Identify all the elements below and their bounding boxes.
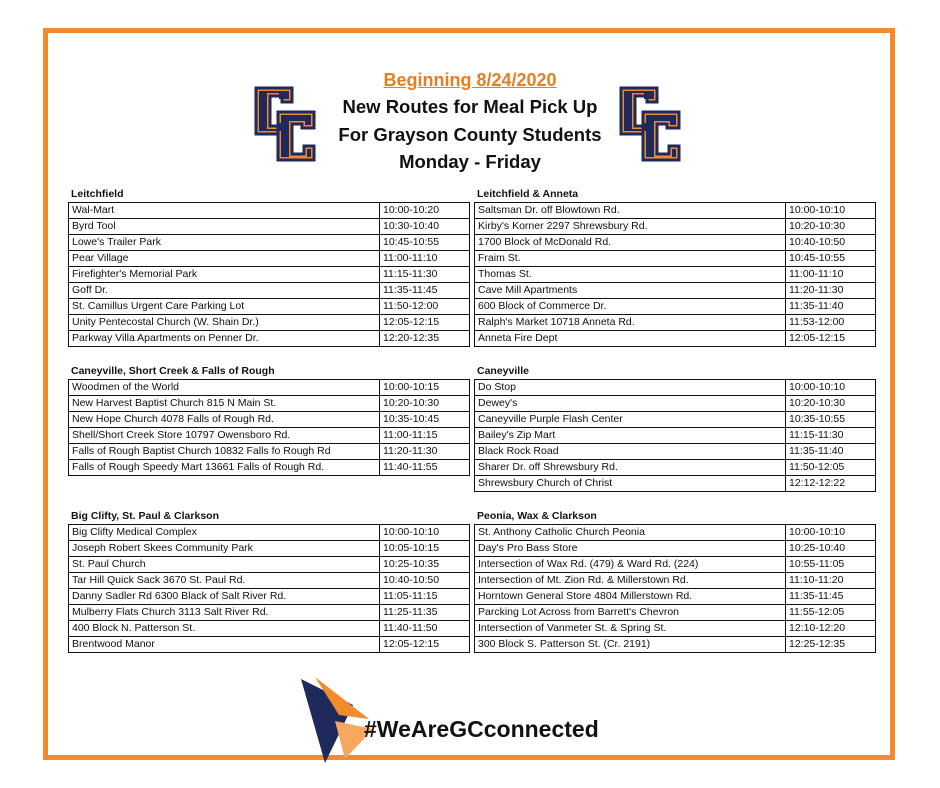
pickup-time: 11:50-12:00 xyxy=(380,299,470,315)
pickup-time: 10:05-10:15 xyxy=(380,541,470,557)
section-title-caneyville-short-creek: Caneyville, Short Creek & Falls of Rough xyxy=(71,365,275,377)
pickup-location: Dewey's xyxy=(475,396,786,412)
pickup-location: Byrd Tool xyxy=(69,219,380,235)
pickup-time: 12:25-12:35 xyxy=(786,637,876,653)
pickup-time: 11:50-12:05 xyxy=(786,460,876,476)
pickup-location: Wal-Mart xyxy=(69,203,380,219)
gc-logo-icon-left xyxy=(252,84,318,162)
pickup-time: 10:30-10:40 xyxy=(380,219,470,235)
table-row xyxy=(69,299,470,315)
pickup-location: Goff Dr. xyxy=(69,283,380,299)
table-row xyxy=(475,621,876,637)
pickup-time: 11:20-11:30 xyxy=(786,283,876,299)
pickup-time: 11:40-11:55 xyxy=(380,460,470,476)
pickup-location: Black Rock Road xyxy=(475,444,786,460)
pickup-location: 400 Block N. Patterson St. xyxy=(69,621,380,637)
headline: New Routes for Meal Pick Up xyxy=(342,96,598,117)
table-row xyxy=(475,476,876,492)
table-row xyxy=(475,412,876,428)
pickup-location: Anneta Fire Dept xyxy=(475,331,786,347)
table-row xyxy=(475,219,876,235)
pickup-time: 10:35-10:55 xyxy=(786,412,876,428)
pickup-location: Shell/Short Creek Store 10797 Owensboro Rd. xyxy=(69,428,380,444)
table-row xyxy=(475,299,876,315)
table-row xyxy=(69,203,470,219)
schedule-table xyxy=(474,202,876,347)
pickup-time: 10:20-10:30 xyxy=(380,396,470,412)
pickup-location: Falls of Rough Baptist Church 10832 Falls fo Rough Rd xyxy=(69,444,380,460)
start-date-title: Beginning 8/24/2020 xyxy=(383,70,557,90)
pickup-location: Bailey's Zip Mart xyxy=(475,428,786,444)
table-row xyxy=(69,267,470,283)
pickup-time: 11:00-11:10 xyxy=(380,251,470,267)
section-title-big-clifty: Big Clifty, St. Paul & Clarkson xyxy=(71,510,219,522)
table-row xyxy=(475,396,876,412)
table-row xyxy=(69,219,470,235)
pickup-location: Parcking Lot Across from Barrett's Chevron xyxy=(475,605,786,621)
table-row xyxy=(475,251,876,267)
table-row xyxy=(69,444,470,460)
table-row xyxy=(69,557,470,573)
pickup-time: 11:53-12:00 xyxy=(786,315,876,331)
table-row xyxy=(475,315,876,331)
pickup-location: St. Anthony Catholic Church Peonia xyxy=(475,525,786,541)
table-row xyxy=(69,637,470,653)
pickup-location: Joseph Robert Skees Community Park xyxy=(69,541,380,557)
pickup-time: 10:00-10:20 xyxy=(380,203,470,219)
pickup-location: Mulberry Flats Church 3113 Salt River Rd. xyxy=(69,605,380,621)
table-row xyxy=(475,235,876,251)
table-row xyxy=(475,203,876,219)
pickup-time: 11:35-11:40 xyxy=(786,444,876,460)
table-row xyxy=(69,251,470,267)
pickup-location: Tar Hill Quick Sack 3670 St. Paul Rd. xyxy=(69,573,380,589)
pickup-location: Intersection of Vanmeter St. & Spring St. xyxy=(475,621,786,637)
pickup-location: Sharer Dr. off Shrewsbury Rd. xyxy=(475,460,786,476)
pickup-time: 10:20-10:30 xyxy=(786,219,876,235)
pickup-time: 11:00-11:10 xyxy=(786,267,876,283)
section-title-caneyville: Caneyville xyxy=(477,365,529,377)
pickup-time: 11:15-11:30 xyxy=(786,428,876,444)
pickup-time: 10:40-10:50 xyxy=(380,573,470,589)
schedule-table xyxy=(68,379,470,476)
pickup-time: 11:35-11:45 xyxy=(380,283,470,299)
pickup-location: Caneyville Purple Flash Center xyxy=(475,412,786,428)
section-title-leitchfield-anneta: Leitchfield & Anneta xyxy=(477,188,579,200)
pickup-time: 12:10-12:20 xyxy=(786,621,876,637)
table-row xyxy=(69,396,470,412)
pickup-time: 10:45-10:55 xyxy=(786,251,876,267)
table-row xyxy=(475,380,876,396)
table-row xyxy=(69,525,470,541)
pickup-time: 10:25-10:35 xyxy=(380,557,470,573)
pickup-time: 11:15-11:30 xyxy=(380,267,470,283)
table-row xyxy=(69,235,470,251)
pickup-time: 10:20-10:30 xyxy=(786,396,876,412)
pickup-time: 11:05-11:15 xyxy=(380,589,470,605)
table-row xyxy=(69,412,470,428)
pickup-location: Ralph's Market 10718 Anneta Rd. xyxy=(475,315,786,331)
pickup-location: Horntown General Store 4804 Millerstown Rd. xyxy=(475,589,786,605)
section-title-leitchfield: Leitchfield xyxy=(71,188,124,200)
pickup-time: 10:00-10:10 xyxy=(786,380,876,396)
pickup-location: Intersection of Wax Rd. (479) & Ward Rd. (224) xyxy=(475,557,786,573)
pickup-time: 10:40-10:50 xyxy=(786,235,876,251)
pickup-time: 11:35-11:40 xyxy=(786,299,876,315)
pickup-location: Saltsman Dr. off Blowtown Rd. xyxy=(475,203,786,219)
schedule-table xyxy=(474,379,876,492)
table-row xyxy=(475,557,876,573)
pickup-time: 10:45-10:55 xyxy=(380,235,470,251)
pickup-time: 11:00-11:15 xyxy=(380,428,470,444)
pickup-location: Unity Pentecostal Church (W. Shain Dr.) xyxy=(69,315,380,331)
pickup-time: 11:55-12:05 xyxy=(786,605,876,621)
schedule-table xyxy=(68,524,470,653)
pickup-location: 1700 Block of McDonald Rd. xyxy=(475,235,786,251)
pickup-time: 12:05-12:15 xyxy=(786,331,876,347)
pickup-time: 12:05-12:15 xyxy=(380,315,470,331)
table-row xyxy=(69,331,470,347)
section-title-peonia: Peonia, Wax & Clarkson xyxy=(477,510,597,522)
sail-mark-icon xyxy=(295,675,375,765)
schedule-table xyxy=(68,202,470,347)
pickup-location: Day's Pro Bass Store xyxy=(475,541,786,557)
table-row xyxy=(475,267,876,283)
pickup-time: 10:35-10:45 xyxy=(380,412,470,428)
pickup-location: Parkway Villa Apartments on Penner Dr. xyxy=(69,331,380,347)
pickup-time: 10:00-10:15 xyxy=(380,380,470,396)
pickup-location: Cave Mill Apartments xyxy=(475,283,786,299)
table-row xyxy=(475,283,876,299)
pickup-time: 11:35-11:45 xyxy=(786,589,876,605)
table-row xyxy=(69,589,470,605)
gc-logo-icon-right xyxy=(617,84,683,162)
table-row xyxy=(475,573,876,589)
pickup-time: 10:00-10:10 xyxy=(786,203,876,219)
table-row xyxy=(69,428,470,444)
pickup-time: 10:00-10:10 xyxy=(380,525,470,541)
table-row xyxy=(69,380,470,396)
pickup-location: Falls of Rough Speedy Mart 13661 Falls of Rough Rd. xyxy=(69,460,380,476)
pickup-time: 11:10-11:20 xyxy=(786,573,876,589)
pickup-location: St. Camillus Urgent Care Parking Lot xyxy=(69,299,380,315)
table-row xyxy=(69,621,470,637)
pickup-location: Thomas St. xyxy=(475,267,786,283)
table-row xyxy=(475,589,876,605)
pickup-location: Woodmen of the World xyxy=(69,380,380,396)
table-row xyxy=(69,541,470,557)
table-row xyxy=(69,315,470,331)
table-row xyxy=(69,605,470,621)
pickup-location: Firefighter's Memorial Park xyxy=(69,267,380,283)
pickup-location: Brentwood Manor xyxy=(69,637,380,653)
table-row xyxy=(475,331,876,347)
subheadline: For Grayson County Students xyxy=(338,124,602,145)
pickup-location: Kirby's Korner 2297 Shrewsbury Rd. xyxy=(475,219,786,235)
pickup-location: Pear Village xyxy=(69,251,380,267)
pickup-time: 11:25-11:35 xyxy=(380,605,470,621)
pickup-time: 10:25-10:40 xyxy=(786,541,876,557)
pickup-time: 12:12-12:22 xyxy=(786,476,876,492)
pickup-location: Shrewsbury Church of Christ xyxy=(475,476,786,492)
schedule-table xyxy=(474,524,876,653)
pickup-location: New Harvest Baptist Church 815 N Main St. xyxy=(69,396,380,412)
pickup-location: New Hope Church 4078 Falls of Rough Rd. xyxy=(69,412,380,428)
pickup-location: St. Paul Church xyxy=(69,557,380,573)
pickup-location: 600 Block of Commerce Dr. xyxy=(475,299,786,315)
pickup-location: Big Clifty Medical Complex xyxy=(69,525,380,541)
table-row xyxy=(69,573,470,589)
hashtag: #WeAreGCconnected xyxy=(364,716,599,742)
pickup-location: Intersection of Mt. Zion Rd. & Millerstown Rd. xyxy=(475,573,786,589)
table-row xyxy=(69,460,470,476)
table-row xyxy=(475,541,876,557)
table-row xyxy=(475,637,876,653)
days-line: Monday - Friday xyxy=(399,151,541,172)
pickup-location: 300 Block S. Patterson St. (Cr. 2191) xyxy=(475,637,786,653)
pickup-time: 11:20-11:30 xyxy=(380,444,470,460)
pickup-location: Fraim St. xyxy=(475,251,786,267)
table-row xyxy=(475,460,876,476)
table-row xyxy=(475,525,876,541)
table-row xyxy=(475,605,876,621)
pickup-time: 11:40-11:50 xyxy=(380,621,470,637)
table-row xyxy=(475,444,876,460)
pickup-time: 12:05-12:15 xyxy=(380,637,470,653)
pickup-location: Do Stop xyxy=(475,380,786,396)
pickup-time: 12:20-12:35 xyxy=(380,331,470,347)
pickup-location: Danny Sadler Rd 6300 Black of Salt River Rd. xyxy=(69,589,380,605)
pickup-location: Lowe's Trailer Park xyxy=(69,235,380,251)
table-row xyxy=(69,283,470,299)
pickup-time: 10:55-11:05 xyxy=(786,557,876,573)
pickup-time: 10:00-10:10 xyxy=(786,525,876,541)
table-row xyxy=(475,428,876,444)
